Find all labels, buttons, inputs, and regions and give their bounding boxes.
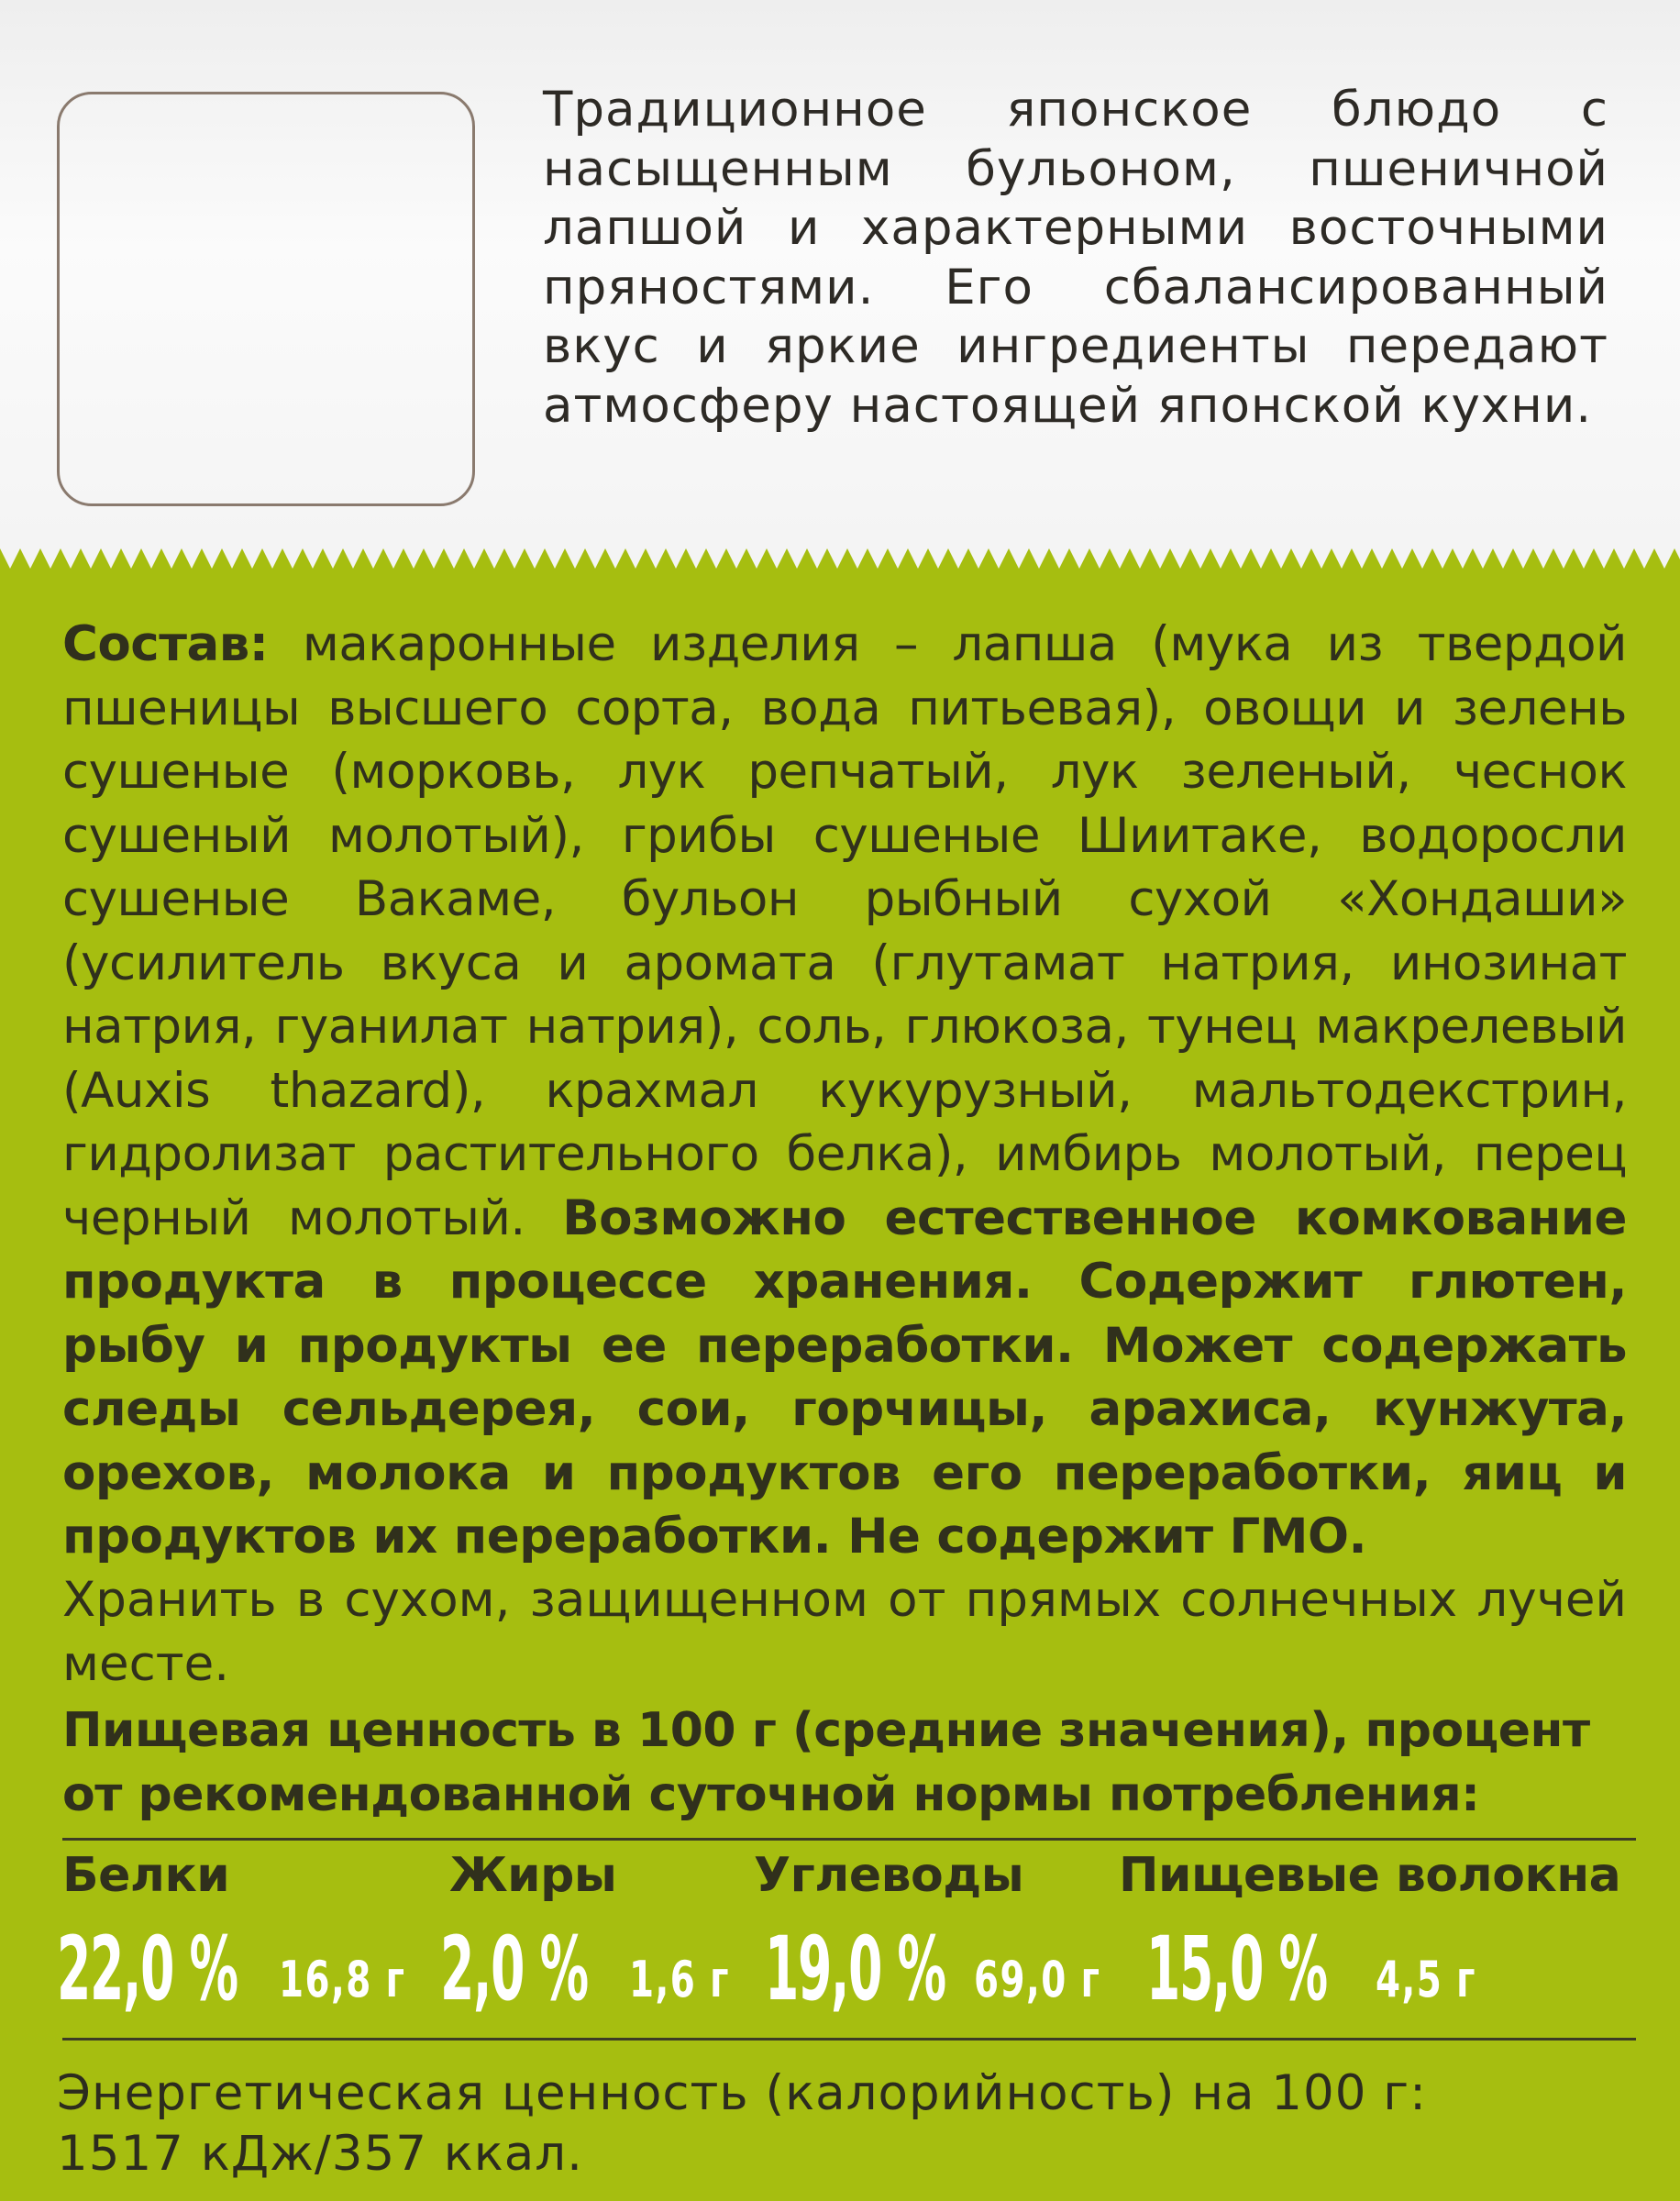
nutrient-grams-carbs: 69,0 г [974, 1951, 1101, 2008]
nutrient-label-fiber: Пищевые волокна [1119, 1848, 1621, 1903]
nutrition-heading: Пищевая ценность в 100 г (средние значения), процент от рекомендованной суточной нормы потребления: [62, 1703, 1590, 1822]
energy-line-2: 1517 кДж/357 ккал. [57, 2126, 583, 2182]
nutrient-percent-protein: 22,0 % [57, 1918, 238, 2020]
nutrient-percent-carbs: 19,0 % [765, 1918, 945, 2020]
nutrient-percent-fiber: 15,0 % [1146, 1918, 1327, 2020]
ingredients-text: макаронные изделия – лапша (мука из твердой пшеницы высшего сорта, вода питьевая), овощи и зелень сушеные (морковь, лук репчатый, лук зеленый, чеснок сушеный молотый), грибы сушеные Шиитаке, водоросли сушеные Вакаме, бульон рыбный сухой «Хондаши» (усилитель вкуса и аромата (глутамат натрия, инозинат натрия, гуанилат натрия), соль, глюкоза, тунец макрелевый (Auxis thazard), крахмал кукурузный, мальтодекстрин, гидролизат растительного белка), имбирь молотый, перец черный молотый. [62, 616, 1627, 1246]
product-description: Традиционное японское блюдо с насыщенным бульоном, пшеничной лапшой и характерными восточными пряностями. Его сбалансированный вкус и яркие ингредиенты передают атмосферу настоящей японской кухни. [543, 82, 1608, 434]
nutrient-percent-fat: 2,0 % [440, 1918, 588, 2020]
allergen-warning: Возможно естественное комкование продукта в процессе хранения. Содержит глютен, рыбу и продукты ее переработки. Может содержать следы сельдерея, сои, горчицы, арахиса, кунжута, орехов, молока и продуктов его переработки, яиц и продуктов их переработки. Не содержит ГМО. [62, 1189, 1627, 1565]
energy-line-1: Энергетическая ценность (калорийность) на 100 г: [57, 2065, 1428, 2121]
ingredients-label: Состав: [62, 616, 269, 672]
nutrient-label-fat: Жиры [449, 1848, 617, 1903]
divider [62, 1838, 1636, 1841]
storage-instructions: Хранить в сухом, защищенном от прямых солнечных лучей месте. [62, 1572, 1627, 1692]
nutrient-grams-fat: 1,6 г [629, 1951, 730, 2008]
nutrient-grams-fiber: 4,5 г [1376, 1951, 1476, 2008]
ingredients-block [62, 613, 1627, 1569]
product-image-frame [57, 92, 475, 506]
divider [62, 2038, 1636, 2041]
nutrient-label-carbs: Углеводы [754, 1848, 1024, 1903]
nutrient-grams-protein: 16,8 г [279, 1951, 406, 2008]
nutrient-label-protein: Белки [62, 1848, 230, 1903]
zigzag-border [0, 548, 1680, 585]
energy-value [57, 2063, 1634, 2184]
